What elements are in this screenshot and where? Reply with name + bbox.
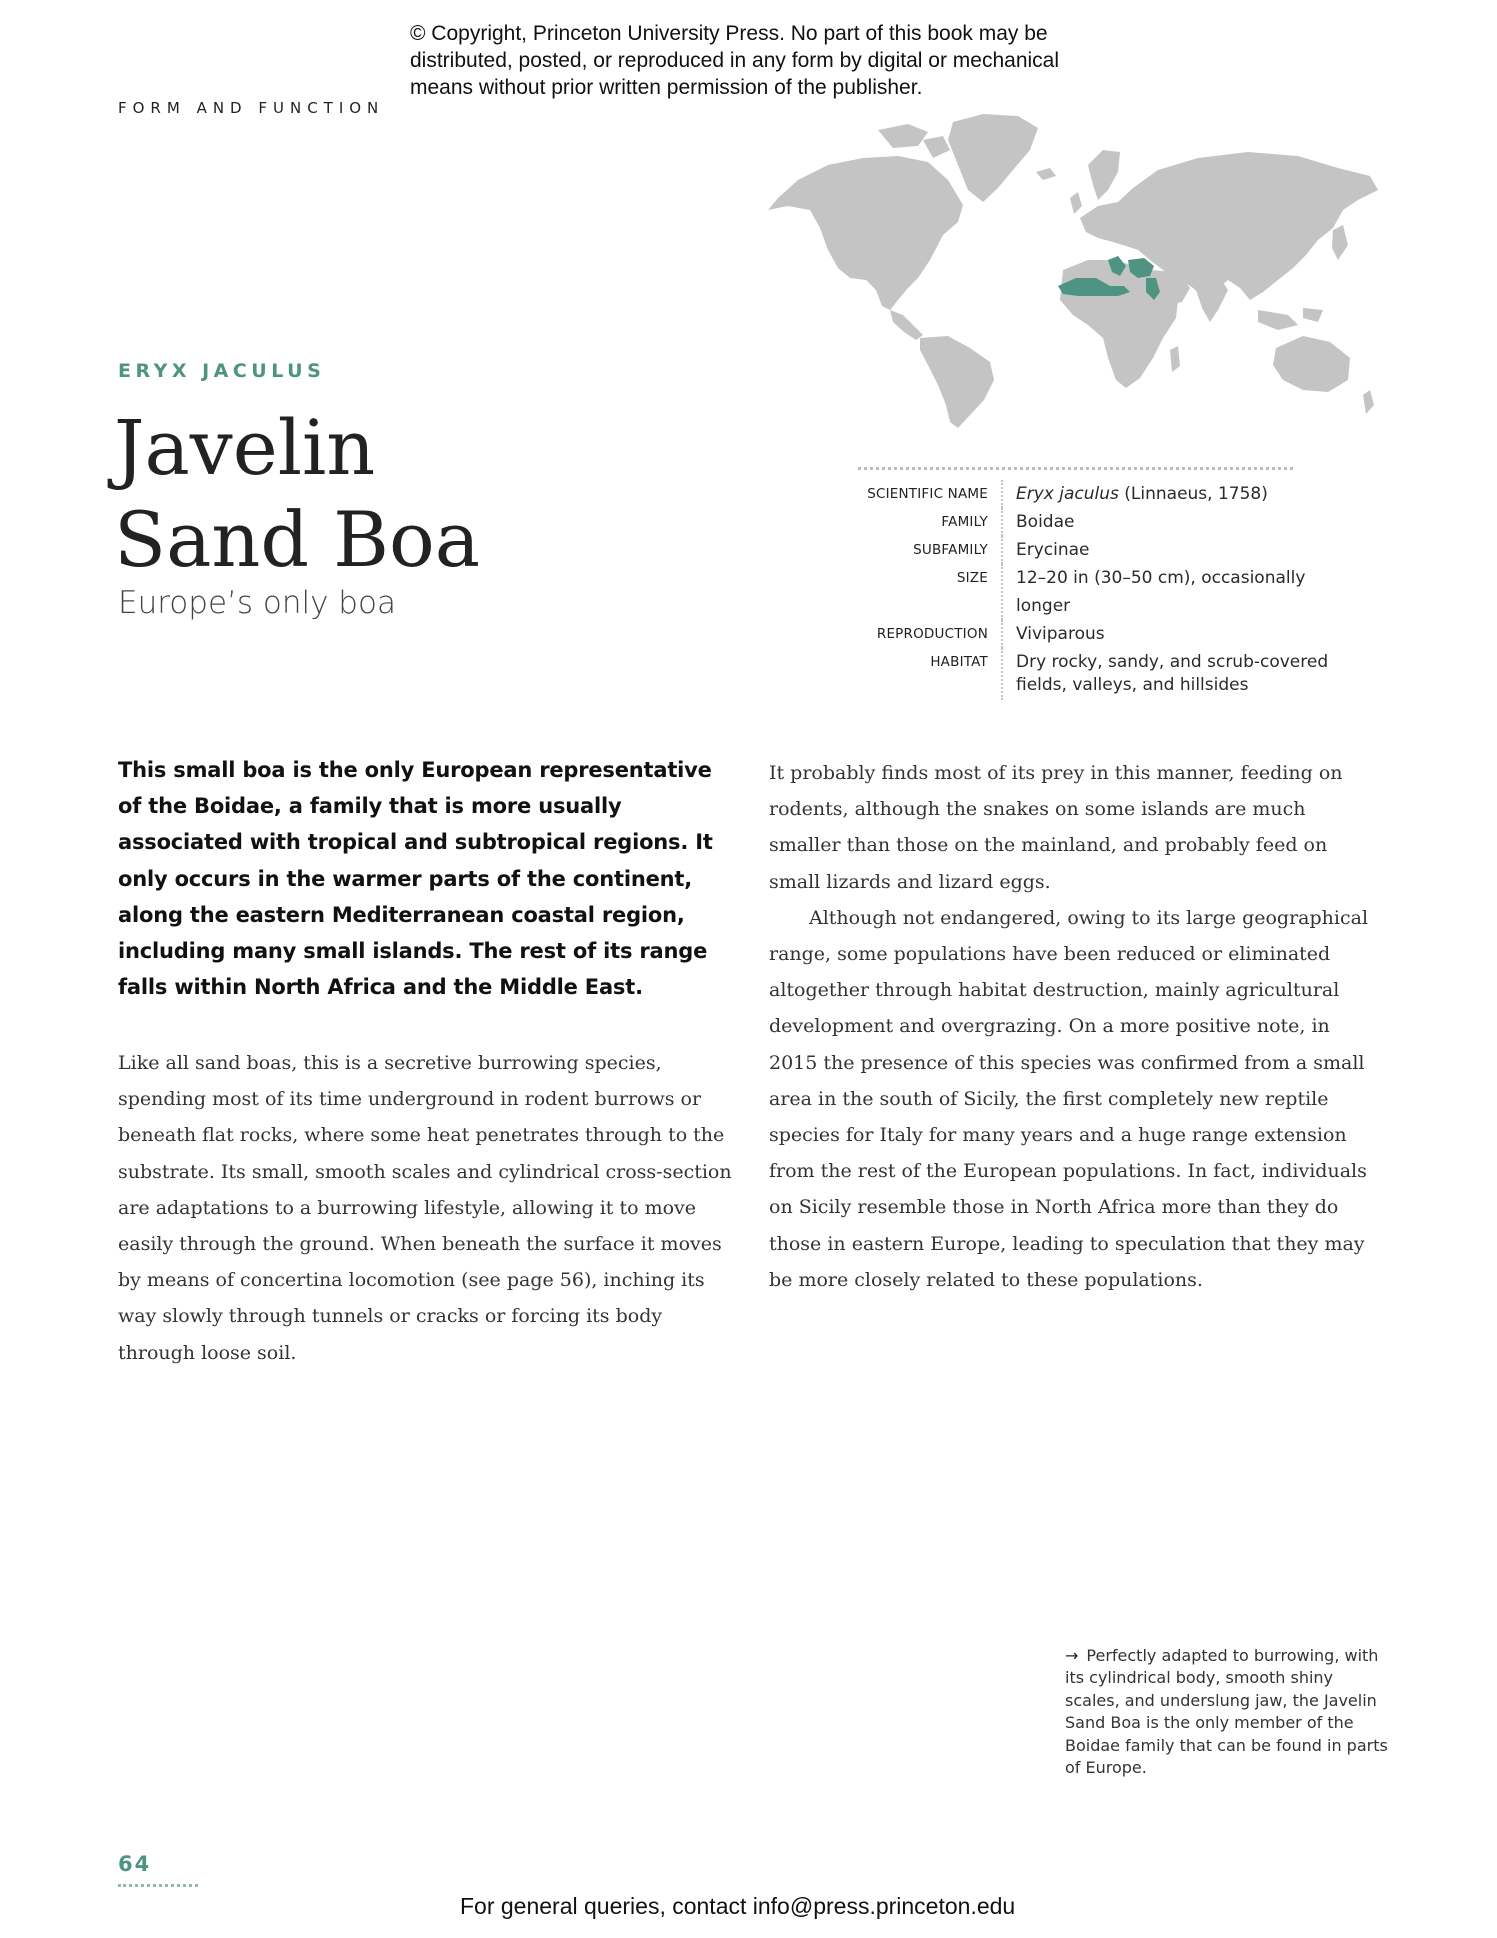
footer-contact: For general queries, contact info@press.princeton.edu bbox=[460, 1893, 1016, 1919]
fact-row-size bbox=[858, 564, 1378, 620]
fact-row-habitat bbox=[858, 648, 1378, 700]
facts-divider bbox=[858, 467, 1293, 470]
title-line-1: Javelin bbox=[114, 403, 376, 492]
copyright-notice: © Copyright, Princeton University Press. No part of this book may be distributed, posted, or reproduced in any form by digital or mechanical means without prior written permission of the publisher. bbox=[410, 22, 1060, 99]
body-column-left bbox=[118, 1045, 743, 1371]
body-paragraph: Although not endangered, owing to its large geographical range, some populations have been reduced or eliminated altogether through habitat destruction, mainly agricultural development and overgrazing. On a more positive note, in 2015 the presence of this species was confirmed from a small area in the south of Sicily, the first completely new reptile species for Italy for many years and a huge range extension from the rest of the European populations. In fact, individuals on Sicily resemble those in North Africa more than they do those in eastern Europe, leading to speculation that they may be more closely related to these populations. bbox=[769, 906, 1369, 1291]
caption-text: Perfectly adapted to burrowing, with its cylindrical body, smooth shiny scales, and underslung jaw, the Javelin Sand Boa is the only member of the Boidae family that can be found in parts of Europe. bbox=[1065, 1646, 1388, 1778]
fact-key: SIZE bbox=[858, 564, 1003, 620]
scientific-name-label: ERYX JACULUS bbox=[118, 360, 326, 382]
title-line-2: Sand Boa bbox=[114, 495, 481, 584]
fact-value: Viviparous bbox=[1016, 624, 1105, 644]
fact-value: Erycinae bbox=[1016, 540, 1090, 560]
fact-value: 12–20 in (30–50 cm), occasionally longer bbox=[1016, 568, 1306, 616]
section-label: FORM AND FUNCTION bbox=[118, 99, 385, 117]
arrow-right-icon: → bbox=[1065, 1646, 1079, 1665]
body-paragraph: It probably finds most of its prey in this manner, feeding on rodents, although the snakes on some islands are much smaller than those on the mainland, and probably feed on small lizards and lizard eggs. bbox=[769, 762, 1343, 893]
fact-value: Dry rocky, sandy, and scrub-covered fields, valleys, and hillsides bbox=[1016, 652, 1329, 695]
lead-paragraph: This small boa is the only European representative of the Boidae, a family that is more usually associated with tropical and subtropical regions. It only occurs in the warmer parts of the continent, along the eastern Mediterranean coastal region, including many small islands. The rest of its range falls within North Africa and the Middle East. bbox=[118, 758, 713, 1000]
body-paragraph: Like all sand boas, this is a secretive burrowing species, spending most of its time underground in rodent burrows or beneath flat rocks, where some heat penetrates through to the substrate. Its small, smooth scales and cylindrical cross-section are adaptations to a burrowing lifestyle, allowing it to move easily through the ground. When beneath the surface it moves by means of concertina locomotion (see page 56), inching its way slowly through tunnels or cracks or forcing its body through loose soil. bbox=[118, 1052, 732, 1364]
page-subtitle: Europe’s only boa bbox=[118, 585, 396, 621]
fact-key: REPRODUCTION bbox=[858, 620, 1003, 648]
fact-table bbox=[858, 480, 1378, 700]
image-caption bbox=[1065, 1645, 1390, 1779]
body-column-right bbox=[769, 755, 1369, 1298]
fact-key: SUBFAMILY bbox=[858, 536, 1003, 564]
page-number-underline bbox=[118, 1884, 198, 1887]
fact-value-rest: (Linnaeus, 1758) bbox=[1118, 484, 1268, 504]
fact-value bbox=[1003, 480, 1356, 508]
distribution-map bbox=[758, 110, 1383, 430]
fact-row-family bbox=[858, 508, 1378, 536]
fact-key: SCIENTIFIC NAME bbox=[858, 480, 1003, 508]
fact-row-subfamily bbox=[858, 536, 1378, 564]
fact-row-scientific-name bbox=[858, 480, 1378, 508]
fact-row-reproduction bbox=[858, 620, 1378, 648]
fact-value-italic: Eryx jaculus bbox=[1016, 484, 1119, 504]
fact-value: Boidae bbox=[1016, 512, 1075, 532]
world-land bbox=[768, 114, 1378, 428]
page-title bbox=[114, 402, 480, 586]
fact-key: HABITAT bbox=[858, 648, 1003, 700]
page-number: 64 bbox=[118, 1852, 152, 1876]
fact-key: FAMILY bbox=[858, 508, 1003, 536]
